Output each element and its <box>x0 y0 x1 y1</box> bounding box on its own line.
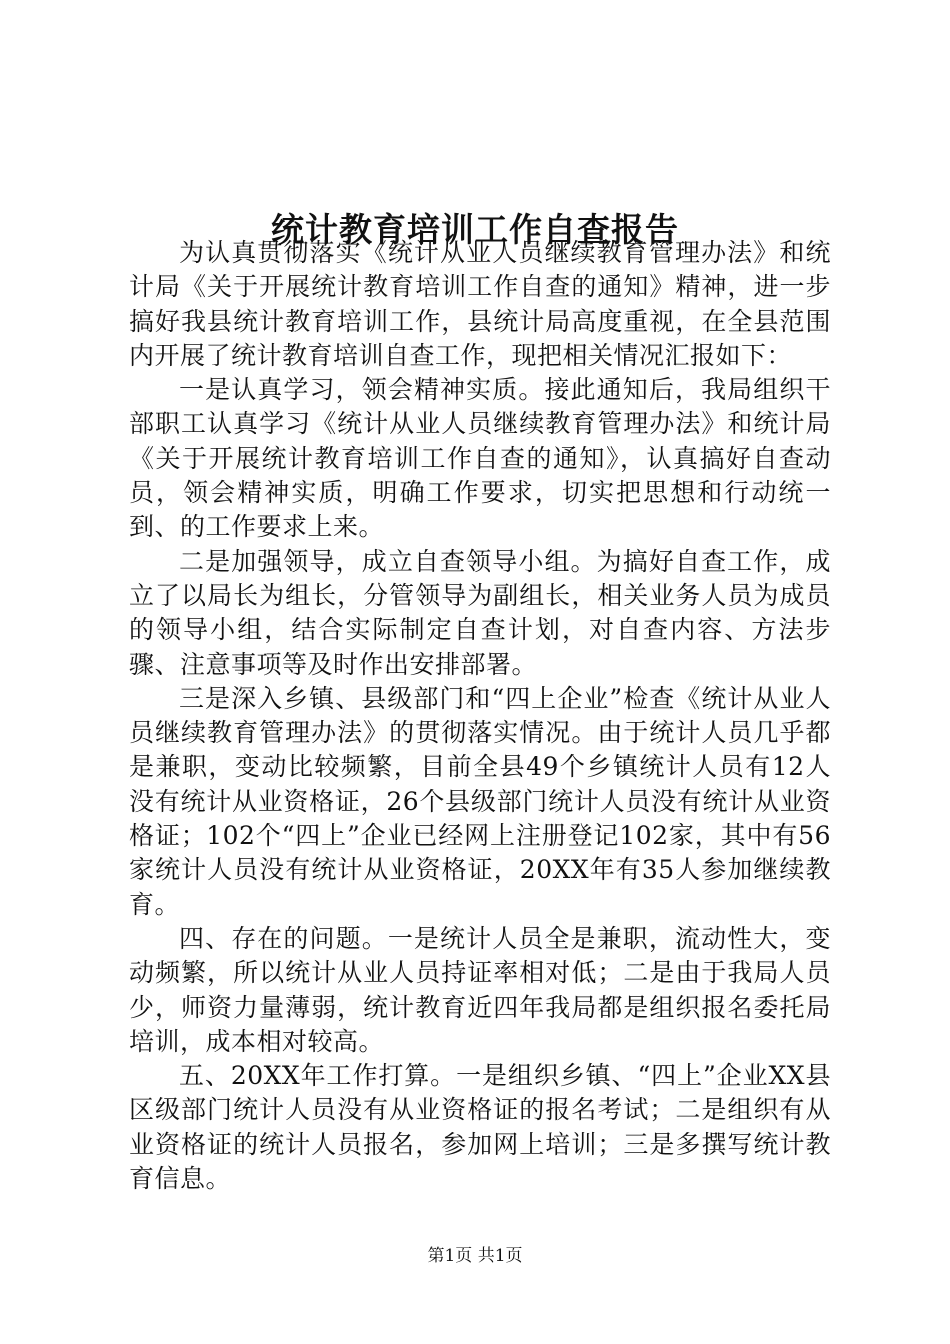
document-title: 统计教育培训工作自查报告 <box>271 210 679 250</box>
paragraph-intro: 为认真贯彻落实《统计从业人员继续教育管理办法》和统计局《关于开展统计教育培训工作自查的通知》精神，进一步搞好我县统计教育培训工作，县统计局高度重视，在全县范围内开展了统计教育培训自查工作，现把相关情况汇报如下： <box>129 238 831 370</box>
paragraph-plans: 五、20XX年工作打算。一是组织乡镇、“四上”企业XX县区级部门统计人员没有从业资格证的报名考试；二是组织有从业资格证的统计人员报名，参加网上培训；三是多撰写统计教育信息。 <box>129 1061 831 1194</box>
paragraph-inspection: 三是深入乡镇、县级部门和“四上企业”检查《统计从业人员继续教育管理办法》的贯彻落实情况。由于统计人员几乎都是兼职，变动比较频繁，目前全县49个乡镇统计人员有12人没有统计从业资格证，26个县级部门统计人员没有统计从业资格证；102个“四上”企业已经网上注册登记102家，其中有56家统计人员没有统计从业资格证，20XX年有35人参加继续教育。 <box>129 683 831 919</box>
paragraph-study: 一是认真学习，领会精神实质。接此通知后，我局组织干部职工认真学习《统计从业人员继续教育管理办法》和统计局《关于开展统计教育培训工作自查的通知》，认真搞好自查动员，领会精神实质，明确工作要求，切实把思想和行动统一到、的工作要求上来。 <box>129 375 831 542</box>
paragraph-leadership: 二是加强领导，成立自查领导小组。为搞好自查工作，成立了以局长为组长，分管领导为副组长，相关业务人员为成员的领导小组，结合实际制定自查计划，对自查内容、方法步骤、注意事项等及时作出安排部署。 <box>129 546 831 679</box>
document-body <box>129 236 831 1196</box>
page-footer: 第1页 共1页 <box>427 1246 523 1266</box>
paragraph-problems: 四、存在的问题。一是统计人员全是兼职，流动性大，变动频繁，所以统计从业人员持证率相对低；二是由于我局人员少，师资力量薄弱，统计教育近四年我局都是组织报名委托局培训，成本相对较高。 <box>129 923 831 1056</box>
